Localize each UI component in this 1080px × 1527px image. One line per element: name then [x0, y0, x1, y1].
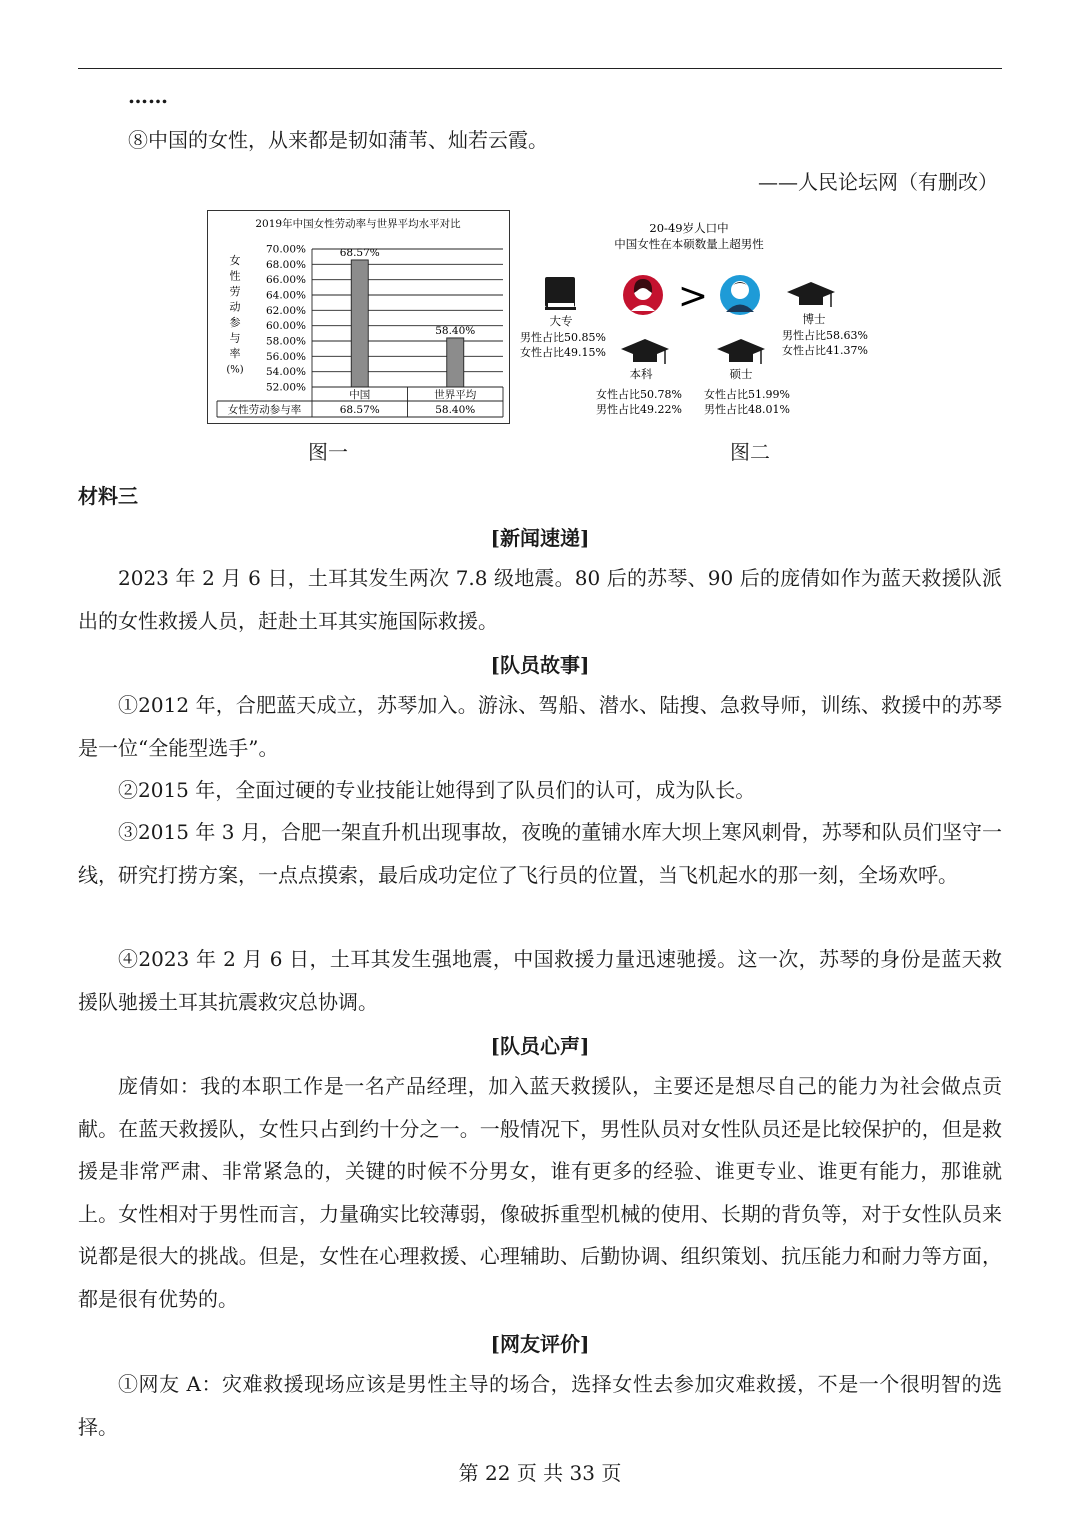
boshi-label: 博士 — [802, 312, 826, 326]
infographic-svg — [515, 215, 875, 420]
news-paragraph: 2023 年 2 月 6 日，土耳其发生两次 7.8 级地震。80 后的苏琴、90 后的庞倩如作为蓝天救援队派出的女性救援人员，赶赴土耳其实施国际救援。 — [78, 566, 1002, 633]
table-row-label: 女性劳动参与率 — [227, 404, 302, 416]
y-axis-label-char: (%) — [226, 364, 244, 376]
news-heading: [新闻速递] — [490, 526, 590, 550]
page-footer: 第 22 页 共 33 页 — [458, 1461, 622, 1485]
book-icon — [545, 277, 576, 310]
y-tick-label: 52.00% — [265, 381, 306, 394]
y-tick-label: 64.00% — [265, 289, 306, 302]
y-axis-label-char: 女 — [229, 254, 241, 267]
figure-1-bar-chart — [207, 210, 510, 424]
figure-2-caption: 图二 — [730, 440, 770, 464]
dazhuan-female: 女性占比49.15% — [520, 346, 606, 359]
voice-paragraph: 庞倩如：我的本职工作是一名产品经理，加入蓝天救援队，主要还是想尽自己的能力为社会做点贡献。在蓝天救援队，女性只占到约十分之一。一般情况下，男性队员对女性队员还是比较保护的，但是救援是非常严肃、非常紧急的，关键的时候不分男女，谁有更多的经验、谁更专业、谁更有能力，那谁就上。女性相对于男性而言，力量确实比较薄弱，像破拆重型机械的使用、长期的背负等，对于女性队员来说都是很大的挑战。但是，女性在心理救援、心理辅助、后勤协调、组织策划、抗压能力和耐力等方面，都是很有优势的。 — [78, 1074, 1002, 1311]
comment-heading: [网友评价] — [490, 1332, 590, 1356]
material-3-title: 材料三 — [78, 484, 138, 508]
chart-title: 2019年中国女性劳动率与世界平均水平对比 — [255, 218, 461, 230]
benke-label: 本科 — [629, 367, 653, 381]
y-axis-label-char: 与 — [229, 331, 241, 345]
story-item-3: ③2015 年 3 月，合肥一架直升机出现事故，夜晚的董铺水库大坝上寒风刺骨，苏琴和队员们坚守一线，研究打捞方案，一点点摸索，最后成功定位了飞行员的位置，当飞机起水的那一刻，全场欢呼。 — [78, 820, 1002, 887]
y-tick-label: 58.00% — [265, 335, 306, 348]
y-axis-label-char: 率 — [229, 347, 241, 360]
table-value: 68.57% — [339, 404, 380, 416]
dazhuan-label: 大专 — [549, 314, 573, 328]
story-item-2: ②2015 年，全面过硬的专业技能让她得到了队员们的认可，成为队长。 — [118, 778, 756, 802]
boshi-male: 男性占比58.63% — [782, 329, 868, 342]
benke-male: 男性占比49.22% — [596, 403, 682, 416]
bar-value-label: 68.57% — [339, 246, 380, 259]
y-tick-label: 60.00% — [265, 320, 306, 333]
graduation-cap-icon-bachelor — [621, 339, 669, 364]
fig2-title-line1: 20-49岁人口中 — [649, 221, 729, 235]
x-category-label: 中国 — [349, 389, 371, 401]
greater-than-symbol: > — [677, 276, 709, 317]
graduation-cap-icon-phd — [787, 282, 835, 307]
figure-1-caption: 图一 — [308, 440, 348, 464]
y-tick-label: 54.00% — [265, 366, 306, 379]
bar-china — [351, 260, 368, 387]
y-tick-label: 66.00% — [265, 274, 306, 287]
y-axis-label — [226, 253, 243, 376]
comment-paragraph: ①网友 A：灾难救援现场应该是男性主导的场合，选择女性去参加灾难救援，不是一个很明智的选择。 — [78, 1372, 1002, 1439]
y-axis-label-char: 劳 — [229, 285, 241, 298]
shuoshi-female: 女性占比51.99% — [704, 388, 790, 401]
y-axis-label-char: 参 — [229, 316, 241, 329]
story-item-4: ④2023 年 2 月 6 日，土耳其发生强地震，中国救援力量迅速驰援。这一次，苏琴的身份是蓝天救援队驰援土耳其抗震救灾总协调。 — [78, 947, 1002, 1014]
y-tick-label: 68.00% — [265, 258, 306, 271]
y-tick-label: 62.00% — [265, 304, 306, 317]
figure-2-infographic — [515, 215, 875, 420]
data-table — [217, 387, 503, 417]
table-value: 58.40% — [435, 404, 476, 416]
ellipsis: …… — [128, 84, 168, 108]
shuoshi-male: 男性占比48.01% — [704, 403, 790, 416]
fig2-title-line2: 中国女性在本硕数量上超男性 — [614, 237, 764, 251]
header-rule — [78, 68, 1002, 69]
line-8: ⑧中国的女性，从来都是韧如蒲苇、灿若云霞。 — [128, 128, 548, 152]
benke-female: 女性占比50.78% — [596, 388, 682, 401]
gridlines — [312, 246, 503, 387]
bars — [340, 247, 476, 387]
source-attribution: ——人民论坛网（有删改） — [758, 170, 998, 194]
shuoshi-label: 硕士 — [729, 367, 753, 381]
y-tick-labels — [266, 244, 306, 394]
bar-world-average — [447, 338, 464, 387]
boshi-female: 女性占比41.37% — [782, 344, 868, 357]
bar-value-label: 58.40% — [435, 324, 476, 337]
y-tick-label: 56.00% — [265, 350, 306, 363]
x-category-label: 世界平均 — [434, 389, 477, 401]
bar-chart-svg — [208, 211, 509, 423]
dazhuan-male: 男性占比50.85% — [520, 331, 606, 344]
graduation-cap-icon-master — [717, 339, 765, 364]
y-axis-label-char: 动 — [229, 300, 241, 314]
voice-heading: [队员心声] — [490, 1034, 590, 1058]
male-avatar-icon — [720, 275, 760, 315]
story-item-1: ①2012 年，合肥蓝天成立，苏琴加入。游泳、驾船、潜水、陆搜、急救导师，训练、救援中的苏琴是一位“全能型选手”。 — [78, 693, 1002, 760]
y-axis-label-char: 性 — [229, 269, 241, 283]
y-tick-label: 70.00% — [265, 243, 306, 256]
female-avatar-icon — [623, 275, 663, 315]
story-heading: [队员故事] — [490, 653, 590, 677]
